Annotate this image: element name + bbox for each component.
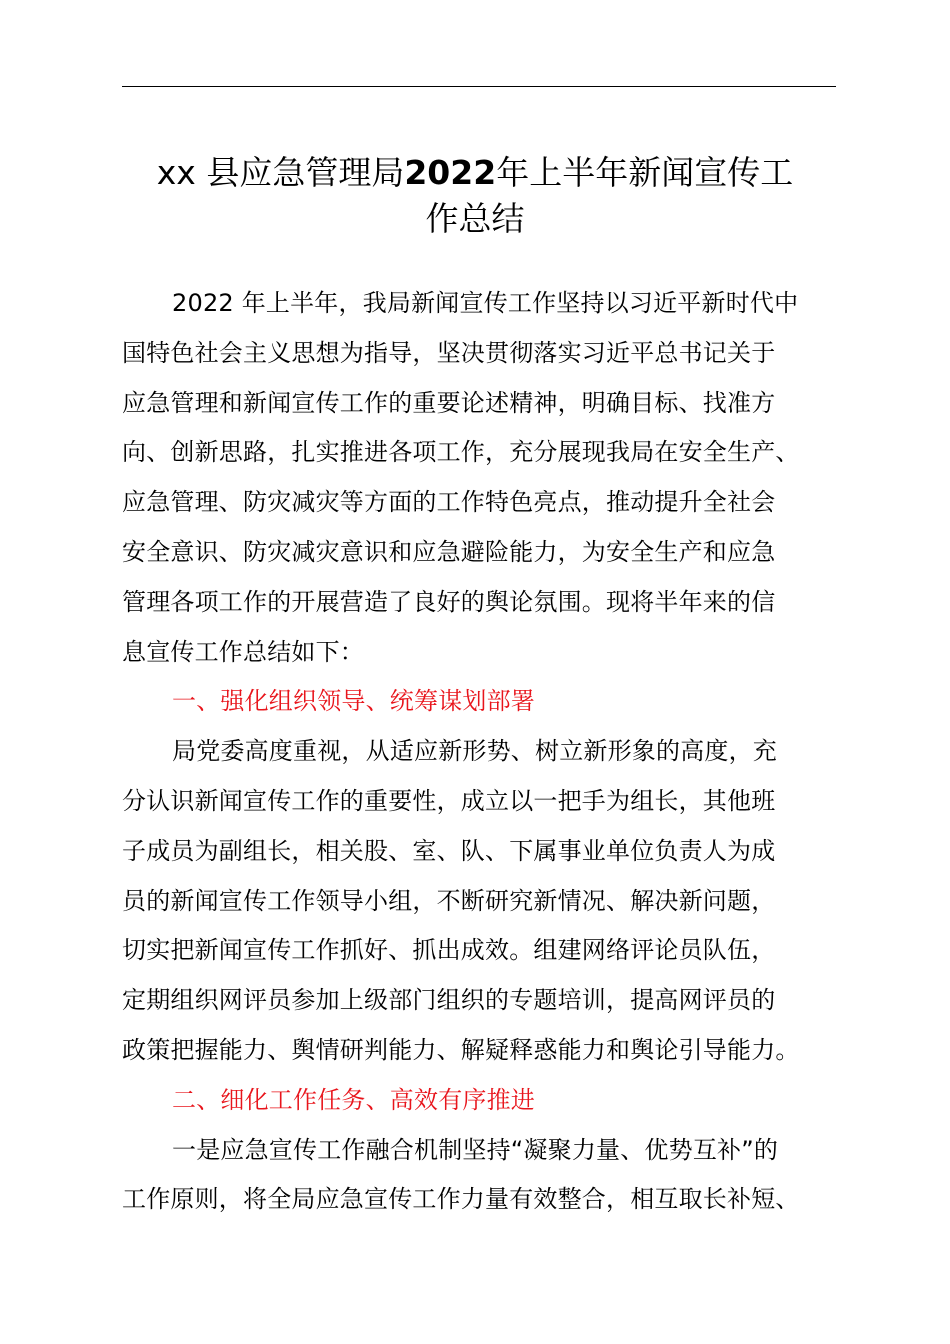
paragraph-line: 应急管理、防灾减灾等方面的工作特色亮点，推动提升全社会 <box>122 488 776 517</box>
paragraph-line: 局党委高度重视，从适应新形势、树立新形象的高度，充 <box>172 737 777 766</box>
paragraph-line: 应急管理和新闻宣传工作的重要论述精神，明确目标、找准方 <box>122 388 776 417</box>
paragraph-line: 工作原则，将全局应急宣传工作力量有效整合，相互取长补短、 <box>122 1185 800 1214</box>
document-body <box>122 279 836 1225</box>
paragraph-line: 国特色社会主义思想为指导，坚决贯彻落实习近平总书记关于 <box>122 338 776 367</box>
paragraph-line: 员的新闻宣传工作领导小组，不断研究新情况、解决新问题， <box>122 886 776 915</box>
paragraph-line: 子成员为副组长，相关股、室、队、下属事业单位负责人为成 <box>122 836 776 865</box>
paragraph-line: 一是应急宣传工作融合机制坚持“凝聚力量、优势互补”的 <box>172 1135 779 1164</box>
paragraph-line: 安全意识、防灾减灾意识和应急避险能力，为安全生产和应急 <box>122 537 776 566</box>
paragraph-line: 分认识新闻宣传工作的重要性，成立以一把手为组长，其他班 <box>122 786 776 815</box>
section-heading-1: 一、强化组织领导、统筹谋划部署 <box>172 687 535 716</box>
paragraph-line: 切实把新闻宣传工作抓好、抓出成效。组建网络评论员队伍， <box>122 936 776 965</box>
paragraph-line: 定期组织网评员参加上级部门组织的专题培训，提高网评员的 <box>122 986 776 1015</box>
section-heading-2: 二、细化工作任务、高效有序推进 <box>172 1085 535 1114</box>
paragraph-line: 政策把握能力、舆情研判能力、解疑释惑能力和舆论引导能力。 <box>122 1035 800 1064</box>
paragraph-line: 管理各项工作的开展营造了良好的舆论氛围。现将半年来的信 <box>122 587 776 616</box>
intro-paragraph <box>122 279 836 677</box>
document-title <box>100 150 850 242</box>
section-1-paragraph <box>122 727 836 1076</box>
section-2-paragraph <box>122 1126 836 1226</box>
paragraph-line: 2022 年上半年，我局新闻宣传工作坚持以习近平新时代中 <box>172 289 799 317</box>
title-line-1: xx 县应急管理局2022年上半年新闻宣传工 <box>156 153 794 192</box>
header-rule <box>122 86 836 87</box>
paragraph-line: 向、创新思路，扎实推进各项工作，充分展现我局在安全生产、 <box>122 438 800 467</box>
title-line-2: 作总结 <box>425 199 525 238</box>
paragraph-line: 息宣传工作总结如下： <box>122 637 364 666</box>
